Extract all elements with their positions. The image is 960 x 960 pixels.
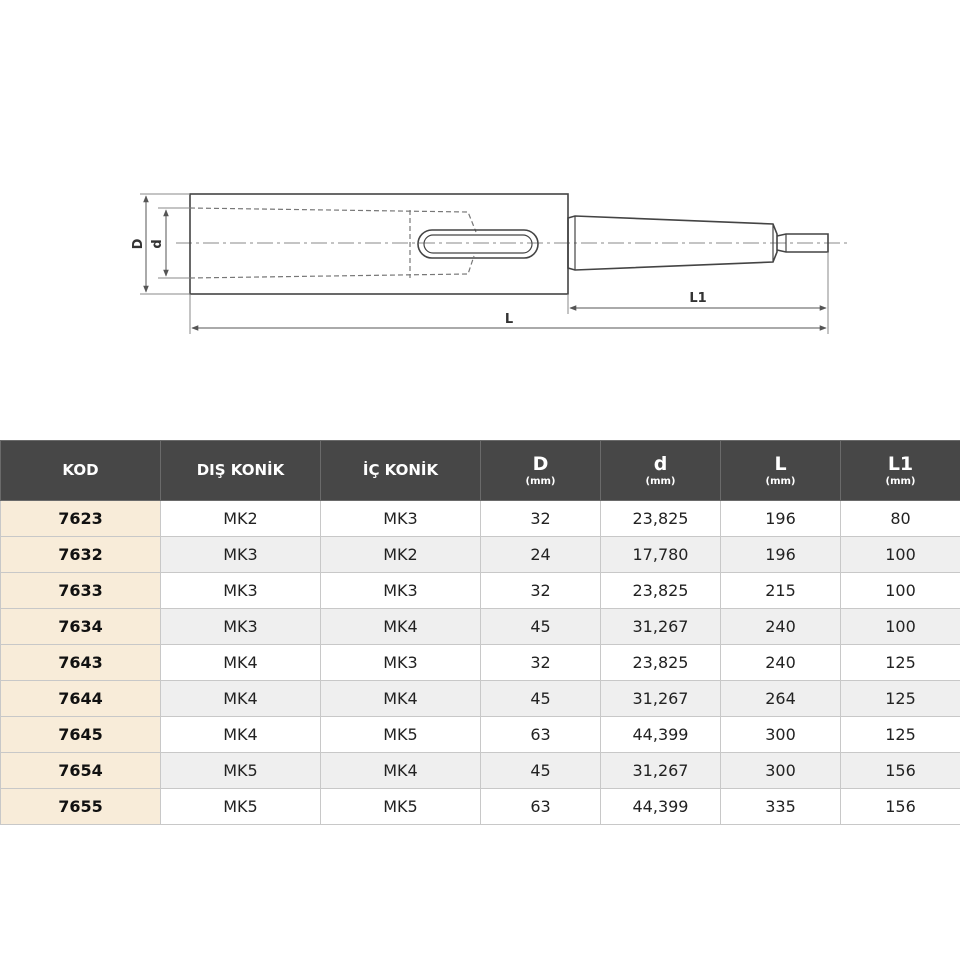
dim-label-L: L [504, 312, 514, 327]
table-row [1, 645, 960, 681]
table-cell: 300 [721, 753, 841, 789]
table-cell: MK3 [161, 537, 321, 573]
table-cell: 17,780 [601, 537, 721, 573]
table-cell: 196 [721, 537, 841, 573]
table-cell: 264 [721, 681, 841, 717]
table-cell: 45 [481, 753, 601, 789]
table-cell: 125 [841, 681, 960, 717]
table-cell: 300 [721, 717, 841, 753]
table-header-row [1, 441, 960, 501]
table-cell: 24 [481, 537, 601, 573]
table-cell: 215 [721, 573, 841, 609]
table-cell: 156 [841, 789, 960, 825]
dim-label-L1: L1 [689, 291, 707, 306]
table-row [1, 717, 960, 753]
table-cell: 44,399 [601, 789, 721, 825]
table-cell: 125 [841, 645, 960, 681]
table-cell: MK2 [161, 501, 321, 537]
table-cell: 31,267 [601, 609, 721, 645]
table-cell: MK3 [321, 573, 481, 609]
table-cell: MK4 [321, 681, 481, 717]
cell-kod: 7644 [1, 681, 161, 717]
table-cell: MK4 [321, 609, 481, 645]
table-cell: 45 [481, 609, 601, 645]
table-row [1, 573, 960, 609]
table-cell: 196 [721, 501, 841, 537]
table-cell: MK5 [321, 717, 481, 753]
table-cell: 240 [721, 609, 841, 645]
header-D: D (mm) [481, 441, 601, 501]
table-cell: MK3 [161, 573, 321, 609]
table-cell: 156 [841, 753, 960, 789]
table-cell: 240 [721, 645, 841, 681]
table-cell: 31,267 [601, 753, 721, 789]
table-row [1, 753, 960, 789]
technical-drawing [0, 0, 960, 400]
table-cell: 23,825 [601, 501, 721, 537]
table-cell: 100 [841, 573, 960, 609]
table-cell: 335 [721, 789, 841, 825]
cell-kod: 7634 [1, 609, 161, 645]
table-cell: MK3 [321, 645, 481, 681]
table-cell: MK4 [321, 753, 481, 789]
table-row [1, 501, 960, 537]
cell-kod: 7623 [1, 501, 161, 537]
table-cell: 31,267 [601, 681, 721, 717]
cell-kod: 7632 [1, 537, 161, 573]
table-cell: 44,399 [601, 717, 721, 753]
table-cell: 45 [481, 681, 601, 717]
table-cell: 80 [841, 501, 960, 537]
table-cell: 32 [481, 645, 601, 681]
cell-kod: 7633 [1, 573, 161, 609]
table-cell: 125 [841, 717, 960, 753]
table-cell: MK2 [321, 537, 481, 573]
table-cell: MK5 [321, 789, 481, 825]
table-cell: MK4 [161, 645, 321, 681]
cell-kod: 7654 [1, 753, 161, 789]
header-ic-konik: İÇ KONİK [321, 441, 481, 501]
table-cell: 100 [841, 609, 960, 645]
table-cell: MK5 [161, 789, 321, 825]
table-row [1, 789, 960, 825]
spec-table [0, 440, 960, 825]
table-row [1, 537, 960, 573]
table-cell: 23,825 [601, 645, 721, 681]
table-cell: MK3 [161, 609, 321, 645]
table-row [1, 681, 960, 717]
table-cell: MK3 [321, 501, 481, 537]
table-cell: 23,825 [601, 573, 721, 609]
drift-slot [418, 230, 538, 258]
table-cell: MK5 [161, 753, 321, 789]
header-L: L (mm) [721, 441, 841, 501]
dim-label-D: D [131, 238, 146, 250]
header-kod: KOD [1, 441, 161, 501]
cell-kod: 7643 [1, 645, 161, 681]
table-row [1, 609, 960, 645]
cell-kod: 7645 [1, 717, 161, 753]
table-cell: 63 [481, 789, 601, 825]
table-cell: MK4 [161, 681, 321, 717]
header-d: d (mm) [601, 441, 721, 501]
table-cell: MK4 [161, 717, 321, 753]
cell-kod: 7655 [1, 789, 161, 825]
dim-label-d: d [150, 239, 165, 249]
header-L1: L1 (mm) [841, 441, 960, 501]
table-cell: 100 [841, 537, 960, 573]
table-cell: 63 [481, 717, 601, 753]
table-cell: 32 [481, 573, 601, 609]
table-cell: 32 [481, 501, 601, 537]
header-dis-konik: DIŞ KONİK [161, 441, 321, 501]
